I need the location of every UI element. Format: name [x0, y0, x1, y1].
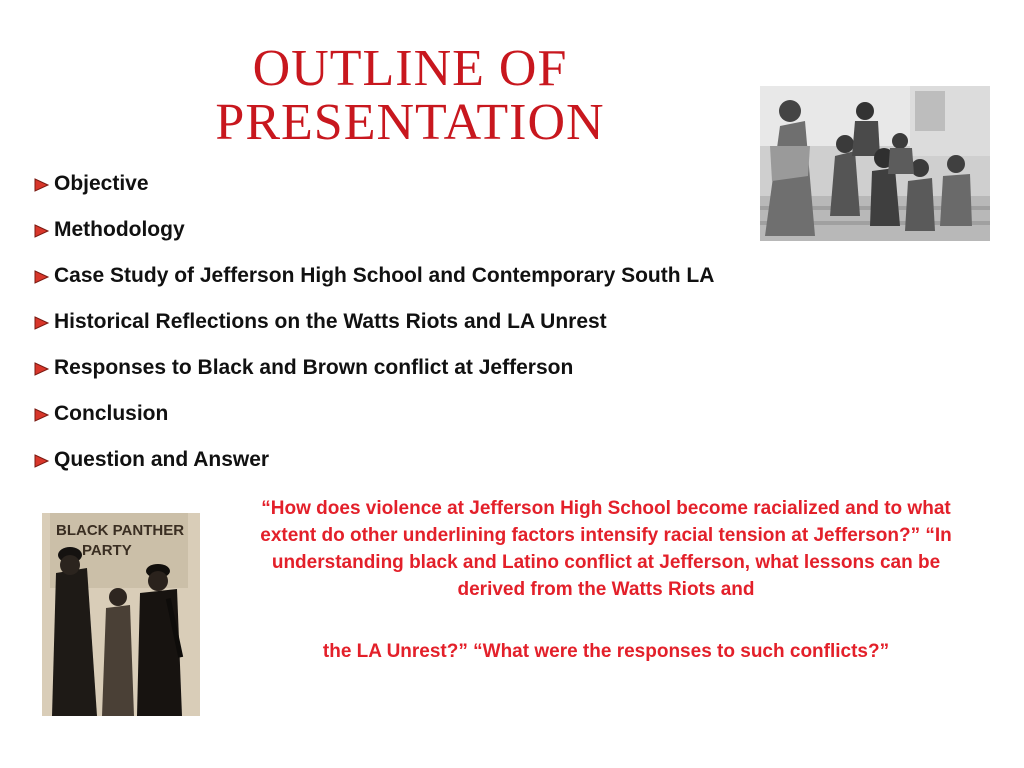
- outline-list: [34, 170, 714, 492]
- black-panther-photo: [42, 513, 200, 716]
- arrow-bullet-icon: [34, 362, 50, 376]
- page-title: [150, 42, 670, 150]
- list-item: [34, 170, 714, 216]
- group-photo: [760, 86, 990, 241]
- arrow-bullet-icon: [34, 454, 50, 468]
- list-item-label: Case Study of Jefferson High School and Contemporary South LA: [54, 264, 715, 287]
- title-line-1: OUTLINE OF: [252, 40, 568, 97]
- list-item: [34, 400, 714, 446]
- arrow-bullet-icon: [34, 224, 50, 238]
- svg-text:PARTY: PARTY: [82, 542, 132, 559]
- title-line-2: PRESENTATION: [215, 94, 605, 151]
- arrow-bullet-icon: [34, 408, 50, 422]
- list-item: [34, 446, 714, 492]
- list-item-label: Objective: [54, 172, 149, 195]
- arrow-bullet-icon: [34, 178, 50, 192]
- arrow-bullet-icon: [34, 316, 50, 330]
- quote-part-2: the LA Unrest?” “What were the responses to such conflicts?”: [322, 641, 890, 662]
- list-item-label: Responses to Black and Brown conflict at Jefferson: [54, 356, 574, 379]
- list-item-label: Historical Reflections on the Watts Riots and LA Unrest: [54, 310, 607, 333]
- arrow-bullet-icon: [34, 270, 50, 284]
- list-item-label: Methodology: [54, 218, 185, 241]
- group-photo-icon: [760, 86, 990, 241]
- list-item-label: Conclusion: [54, 402, 169, 425]
- research-questions-quote: [238, 495, 974, 665]
- quote-part-1: “How does violence at Jefferson High School become racialized and to what extent do other underlining factors intensify racial tension at Jefferson?” “In understanding black and Latino conflict at Jefferson, what lessons can be derived from the Watts Riots and: [260, 498, 952, 600]
- list-item-label: Question and Answer: [54, 448, 270, 471]
- svg-text:BLACK PANTHER: BLACK PANTHER: [56, 522, 185, 539]
- list-item: [34, 354, 714, 400]
- protest-photo-icon: [42, 513, 200, 716]
- list-item: [34, 216, 714, 262]
- list-item: [34, 308, 714, 354]
- list-item: [34, 262, 714, 308]
